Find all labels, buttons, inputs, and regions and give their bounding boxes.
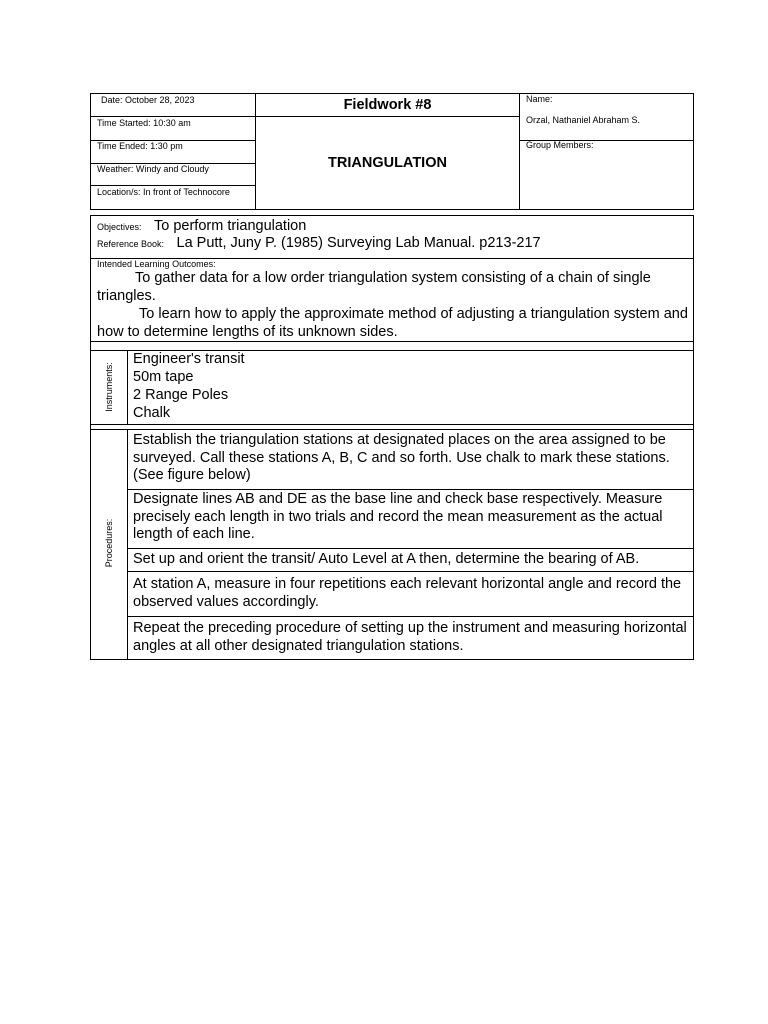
instruments-label: Instruments: — [104, 362, 114, 412]
outcome-item: To learn how to apply the approximate method of adjusting a triangulation system and how to determine lengths of its unknown sides. — [97, 306, 688, 340]
procedure-step: Repeat the preceding procedure of setting up the instrument and measuring horizontal angles at all other designated triangulation stations. — [133, 620, 687, 654]
outcomes-section — [90, 258, 694, 342]
instrument-item: 2 Range Poles — [133, 387, 229, 403]
header-table — [90, 93, 694, 210]
name-label: Name: — [526, 94, 553, 104]
procedures-label: Procedures: — [104, 518, 114, 568]
reference-book-label: Reference Book: — [97, 239, 165, 249]
objectives-label: Objectives: — [97, 222, 142, 232]
outcomes-label: Intended Learning Outcomes: — [97, 259, 216, 269]
procedures-section — [90, 430, 694, 660]
instruments-section — [90, 351, 694, 425]
procedure-step: Establish the triangulation stations at designated places on the area assigned to be surveyed. Call these stations A, B, C and so forth. Use chalk to mark these stations. (See figure below) — [133, 432, 670, 483]
instrument-item: Chalk — [133, 405, 171, 421]
instrument-item: Engineer's transit — [133, 351, 245, 367]
location-field: Location/s: In front of Technocore — [97, 187, 230, 197]
group-members-label: Group Members: — [526, 140, 594, 150]
fieldwork-title: Fieldwork #8 — [343, 97, 432, 113]
objectives-section — [90, 215, 694, 259]
date-field: Date: October 28, 2023 — [101, 95, 195, 105]
procedure-step: At station A, measure in four repetitions each relevant horizontal angle and record the observed values accordingly. — [133, 576, 682, 610]
section-divider — [90, 341, 694, 351]
time-ended-field: Time Ended: 1:30 pm — [97, 141, 183, 151]
name-value: Orzal, Nathaniel Abraham S. — [526, 115, 641, 125]
objectives-value: To perform triangulation — [153, 218, 307, 234]
procedure-step: Set up and orient the transit/ Auto Level at A then, determine the bearing of AB. — [133, 551, 640, 567]
weather-field: Weather: Windy and Cloudy — [97, 164, 209, 174]
reference-book-value: La Putt, Juny P. (1985) Surveying Lab Manual. p213-217 — [176, 235, 541, 251]
time-started-field: Time Started: 10:30 am — [97, 118, 191, 128]
procedure-step: Designate lines AB and DE as the base line and check base respectively. Measure precisely each length in two trials and record the mean measurement as the actual length of each line. — [133, 491, 663, 542]
outcome-item: To gather data for a low order triangulation system consisting of a chain of single triangles. — [97, 270, 651, 304]
instrument-item: 50m tape — [133, 369, 194, 385]
main-title: TRIANGULATION — [328, 155, 447, 171]
